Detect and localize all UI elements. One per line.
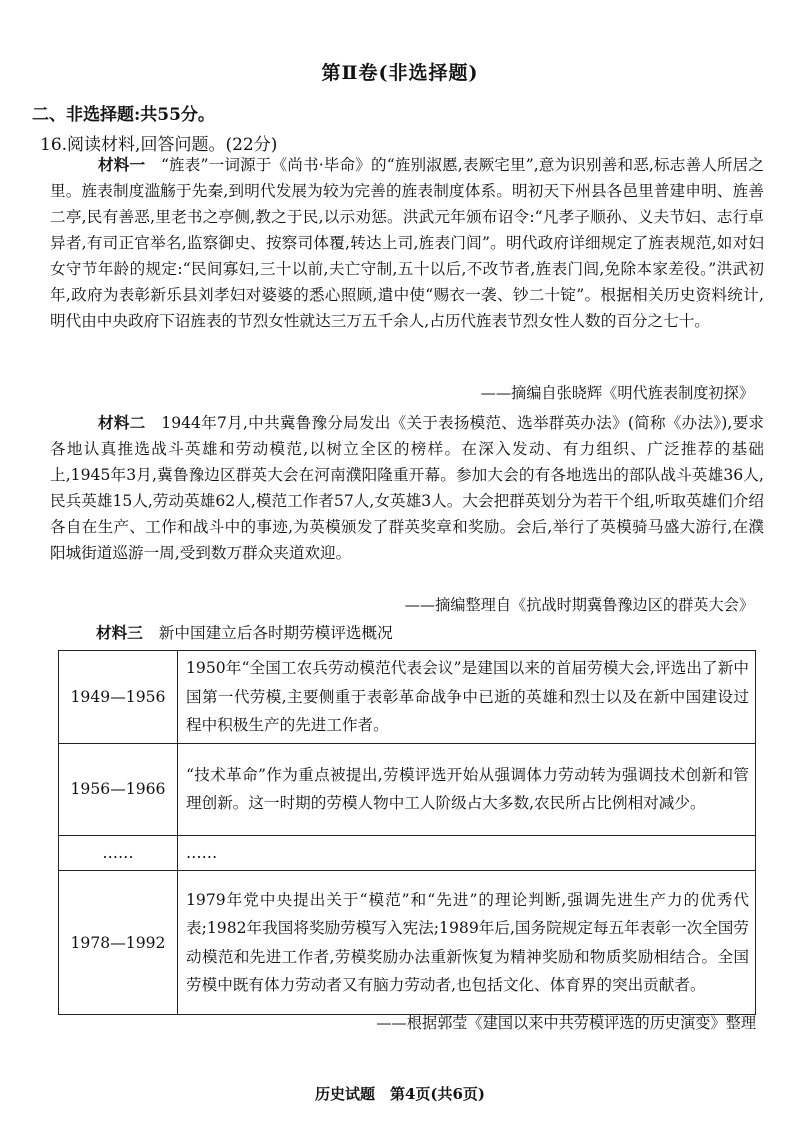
question-prompt: 16.阅读材料,回答问题。(22分) bbox=[40, 135, 278, 155]
part-heading: 二、非选择题:共55分。 bbox=[32, 105, 215, 125]
material-2-text: 1944年7月,中共冀鲁豫分局发出《关于表扬模范、选举群英办法》(简称《办法》),要求各地认真推选战斗英雄和劳动模范,以树立全区的榜样。在深入发动、有力组织、广泛推荐的基础上,1945年3月,冀鲁豫边区群英大会在河南濮阳隆重开幕。参加大会的有各地选出的部队战斗英雄36人,民兵英雄15人,劳动英雄62人,模范工作者57人,女英雄3人。大会把群英划分为若干个组,听取英雄们介绍各自在生产、工作和战斗中的事迹,为英模颁发了群英奖章和奖励。会后,举行了英模骑马盛大游行,在濮阳城街道巡游一周,受到数万群众夹道欢迎。 bbox=[50, 414, 764, 562]
material-2-label: 材料二 bbox=[98, 413, 146, 432]
labor-model-table bbox=[58, 650, 756, 1015]
table-description-cell: “技术革命”作为重点被提出,劳模评选开始从强调体力劳动转为强调技术创新和管理创新。这一时期的劳模人物中工人阶级占大多数,农民所占比例相对减少。 bbox=[178, 743, 756, 835]
material-2-paragraph bbox=[50, 410, 764, 566]
section-title: 第Ⅱ卷(非选择题) bbox=[321, 62, 479, 84]
material-1-label: 材料一 bbox=[98, 155, 146, 174]
table-row bbox=[59, 835, 756, 871]
table-description-cell: 1950年“全国工农兵劳动模范代表会议”是建国以来的首届劳模大会,评选出了新中国第一代劳模,主要侧重于表彰革命战争中已逝的英雄和烈士以及在新中国建设过程中积极生产的先进工作者。 bbox=[178, 651, 756, 744]
material-1-paragraph bbox=[50, 152, 764, 334]
table-row bbox=[59, 743, 756, 835]
table-period-cell: 1956—1966 bbox=[59, 743, 178, 835]
material-1-text: “旌表”一词源于《尚书·毕命》的“旌别淑慝,表厥宅里”,意为识别善和恶,标志善人所居之里。旌表制度滥觞于先秦,到明代发展为较为完善的旌表制度体系。明初天下州县各邑里普建申明、旌善二亭,民有善恶,里老书之亭侧,教之于民,以示劝惩。洪武元年颁布诏令:“凡孝子顺孙、义夫节妇、志行卓异者,有司正官举名,监察御史、按察司体覆,转达上司,旌表门闾”。明代政府详细规定了旌表规范,如对妇女守节年龄的规定:“民间寡妇,三十以前,夫亡守制,五十以后,不改节者,旌表门闾,免除本家差役。”洪武初年,政府为表彰新乐县刘孝妇对婆婆的悉心照顾,遣中使“赐衣一袭、钞二十锭”。根据相关历史资料统计,明代由中央政府下诏旌表的节烈女性就达三万五千余人,占历代旌表节烈女性人数的百分之七十。 bbox=[50, 156, 764, 330]
material-3-title: 新中国建立后各时期劳模评选概况 bbox=[158, 624, 393, 642]
material-2-source: ——摘编整理自《抗战时期冀鲁豫边区的群英大会》 bbox=[404, 596, 754, 614]
table-row bbox=[59, 871, 756, 1015]
table-row bbox=[59, 651, 756, 744]
material-3-source: ——根据郭莹《建国以来中共劳模评选的历史演变》整理 bbox=[376, 1014, 756, 1032]
table-description-cell: 1979年党中央提出关于“模范”和“先进”的理论判断,强调先进生产力的优秀代表;1982年我国将奖励劳模写入宪法;1989年后,国务院规定每五年表彰一次全国劳动模范和先进工作者,劳模奖励办法重新恢复为精神奖励和物质奖励相结合。全国劳模中既有体力劳动者又有脑力劳动者,也包括文化、体育界的突出贡献者。 bbox=[178, 871, 756, 1015]
material-3-label: 材料三 bbox=[96, 623, 143, 642]
table-description-cell: …… bbox=[178, 835, 756, 871]
table-period-cell: …… bbox=[59, 835, 178, 871]
table-period-cell: 1978—1992 bbox=[59, 871, 178, 1015]
table-period-cell: 1949—1956 bbox=[59, 651, 178, 744]
material-3-caption bbox=[96, 621, 393, 643]
material-1-source: ——摘编自张晓辉《明代旌表制度初探》 bbox=[480, 384, 754, 402]
page-footer: 历史试题 第4页(共6页) bbox=[314, 1085, 486, 1103]
